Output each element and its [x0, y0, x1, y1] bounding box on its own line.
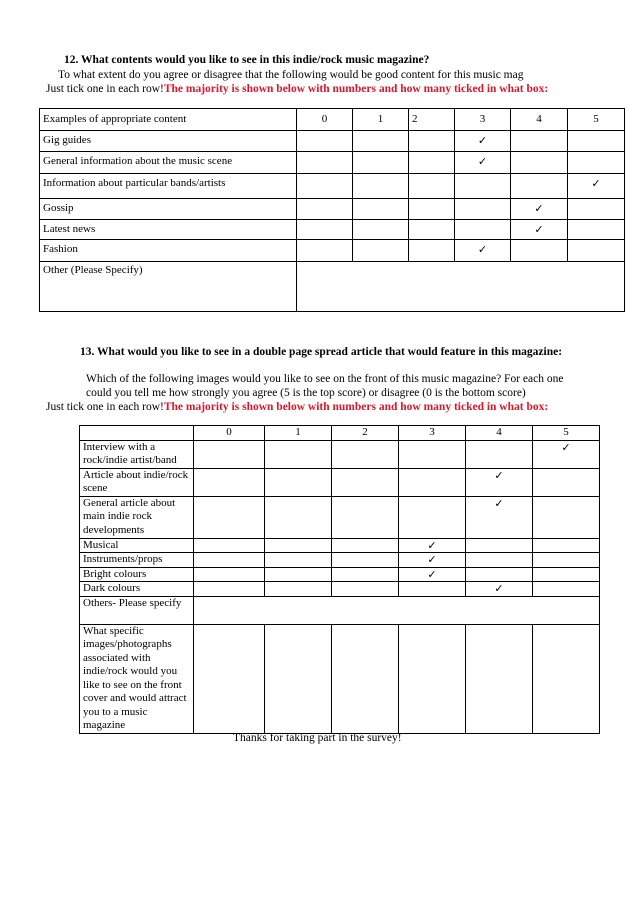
- q12-row: [40, 199, 625, 220]
- q13-score-cell-2[interactable]: [332, 538, 399, 553]
- q13-row: [80, 468, 600, 496]
- q13-what-images-cell-1[interactable]: [265, 624, 332, 733]
- q13-what-images-cell-4[interactable]: [466, 624, 533, 733]
- q12-tick-icon: ✓: [477, 134, 488, 147]
- q12-row-label: General information about the music scene: [40, 152, 297, 174]
- q12-score-cell-2[interactable]: [409, 199, 455, 220]
- q13-row-label: Instruments/props: [80, 553, 194, 568]
- q13-score-cell-3[interactable]: [399, 496, 466, 538]
- q13-score-cell-5[interactable]: [533, 553, 600, 568]
- q13-table-body: [80, 426, 600, 734]
- q13-score-cell-1[interactable]: [265, 440, 332, 468]
- q12-header-3: 3: [455, 109, 511, 131]
- q12-score-cell-3[interactable]: [455, 131, 511, 152]
- q13-row: [80, 496, 600, 538]
- q12-score-cell-5[interactable]: [568, 131, 625, 152]
- q13-score-cell-0[interactable]: [194, 496, 265, 538]
- q12-score-cell-2[interactable]: [409, 131, 455, 152]
- q12-score-cell-0[interactable]: [297, 220, 353, 240]
- q12-score-cell-5[interactable]: [568, 174, 625, 199]
- q13-what-images-label: What specific images/photographs associated with indie/rock would you like to see on the front cover and would attract you to a music magazine: [80, 624, 194, 733]
- q13-score-cell-1[interactable]: [265, 582, 332, 597]
- q13-header-3: 3: [399, 426, 466, 441]
- q13-score-cell-2[interactable]: [332, 468, 399, 496]
- q13-tick-icon: ✓: [427, 553, 437, 566]
- q12-tick-note: [46, 82, 548, 96]
- q13-what-images-cell-2[interactable]: [332, 624, 399, 733]
- q13-what-images-row: [80, 624, 600, 733]
- q12-score-cell-3[interactable]: [455, 199, 511, 220]
- q12-row: [40, 152, 625, 174]
- q13-header-0: 0: [194, 426, 265, 441]
- q13-row-label: Bright colours: [80, 567, 194, 582]
- q13-score-cell-2[interactable]: [332, 582, 399, 597]
- q13-score-cell-0[interactable]: [194, 440, 265, 468]
- q13-instruction-line2: could you tell me how strongly you agree (5 is the top score) or disagree (0 is the bottom score): [86, 387, 526, 399]
- q13-score-cell-5[interactable]: [533, 567, 600, 582]
- q12-row-label: Fashion: [40, 240, 297, 262]
- q12-score-cell-3[interactable]: [455, 174, 511, 199]
- q13-score-cell-4[interactable]: [466, 440, 533, 468]
- q13-row-label: Dark colours: [80, 582, 194, 597]
- q13-score-cell-5[interactable]: [533, 468, 600, 496]
- q13-score-cell-4[interactable]: [466, 496, 533, 538]
- q13-tick-icon: ✓: [427, 567, 437, 581]
- q13-tick-icon: ✓: [494, 468, 504, 482]
- q13-score-cell-5[interactable]: [533, 440, 600, 468]
- q12-header-4: 4: [511, 109, 568, 131]
- q13-score-cell-0[interactable]: [194, 468, 265, 496]
- q13-score-cell-1[interactable]: [265, 538, 332, 553]
- q12-score-cell-4[interactable]: [511, 174, 568, 199]
- q12-row: [40, 220, 625, 240]
- q12-score-cell-0[interactable]: [297, 174, 353, 199]
- q13-header-5: 5: [533, 426, 600, 441]
- q13-row: [80, 553, 600, 568]
- q13-row-label: Musical: [80, 538, 194, 553]
- q13-title: 13. What would you like to see in a double page spread article that would feature in this magazine:: [80, 346, 563, 358]
- q12-score-cell-1[interactable]: [353, 174, 409, 199]
- q12-row-label: Gig guides: [40, 131, 297, 152]
- q12-score-cell-3[interactable]: [455, 240, 511, 262]
- q13-header-row: [80, 426, 600, 441]
- q13-tick-note: [46, 400, 548, 414]
- q12-score-cell-1[interactable]: [353, 131, 409, 152]
- q13-header-4: 4: [466, 426, 533, 441]
- q12-score-cell-4[interactable]: [511, 240, 568, 262]
- q12-tick-icon: ✓: [591, 177, 601, 190]
- q12-score-cell-4[interactable]: [511, 131, 568, 152]
- q13-score-cell-3[interactable]: [399, 553, 466, 568]
- q12-row-label: Information about particular bands/artists: [40, 174, 297, 199]
- q13-score-cell-1[interactable]: [265, 553, 332, 568]
- q13-score-cell-3[interactable]: [399, 538, 466, 553]
- q12-score-cell-0[interactable]: [297, 199, 353, 220]
- q12-score-cell-1[interactable]: [353, 152, 409, 174]
- q13-score-cell-1[interactable]: [265, 496, 332, 538]
- q12-tick-note-prefix: Just tick one in each row!: [46, 83, 164, 95]
- q13-score-cell-0[interactable]: [194, 567, 265, 582]
- q12-score-cell-4[interactable]: [511, 152, 568, 174]
- q12-score-cell-2[interactable]: [409, 174, 455, 199]
- q13-instruction-line1: Which of the following images would you like to see on the front of this music magazine? For each one: [86, 373, 564, 385]
- q13-row: [80, 440, 600, 468]
- q13-score-cell-5[interactable]: [533, 582, 600, 597]
- q13-others-row: [80, 596, 600, 624]
- q12-other-label: Other (Please Specify): [40, 262, 297, 312]
- thanks-message: Thanks for taking part in the survey!: [233, 732, 402, 744]
- q13-score-cell-2[interactable]: [332, 440, 399, 468]
- q12-score-cell-4[interactable]: [511, 220, 568, 240]
- q12-score-cell-1[interactable]: [353, 220, 409, 240]
- q12-score-cell-4[interactable]: [511, 199, 568, 220]
- q13-tick-icon: ✓: [494, 496, 504, 510]
- q12-instruction: To what extent do you agree or disagree that the following would be good content for this music mag: [58, 69, 524, 81]
- q13-row-label: Article about indie/rock scene: [80, 468, 194, 496]
- q13-score-cell-2[interactable]: [332, 496, 399, 538]
- q12-tick-icon: ✓: [477, 243, 488, 256]
- q13-row-label: General article about main indie rock developments: [80, 496, 194, 538]
- q12-title: 12. What contents would you like to see in this indie/rock music magazine?: [64, 54, 430, 66]
- q13-score-cell-3[interactable]: [399, 582, 466, 597]
- q12-row: [40, 174, 625, 199]
- q12-table: [39, 108, 625, 312]
- q12-score-cell-2[interactable]: [409, 240, 455, 262]
- q12-header-0: 0: [297, 109, 353, 131]
- q12-header-2: 2: [409, 109, 455, 131]
- q13-header-2: 2: [332, 426, 399, 441]
- q12-score-cell-0[interactable]: [297, 240, 353, 262]
- q12-table-body: [40, 109, 625, 312]
- q13-row: [80, 567, 600, 582]
- q13-score-cell-4[interactable]: [466, 538, 533, 553]
- q12-header-label: Examples of appropriate content: [40, 109, 297, 131]
- q12-row: [40, 131, 625, 152]
- q12-score-cell-3[interactable]: [455, 220, 511, 240]
- q12-score-cell-2[interactable]: [409, 152, 455, 174]
- q13-header-label: [80, 426, 194, 441]
- q13-what-images-cell-0[interactable]: [194, 624, 265, 733]
- q12-other-input[interactable]: [297, 262, 625, 312]
- q12-header-row: [40, 109, 625, 131]
- q13-table: [79, 425, 600, 734]
- q13-score-cell-3[interactable]: [399, 440, 466, 468]
- q13-what-images-cell-5[interactable]: [533, 624, 600, 733]
- q13-row: [80, 538, 600, 553]
- q12-score-cell-0[interactable]: [297, 152, 353, 174]
- q13-row: [80, 582, 600, 597]
- q13-score-cell-5[interactable]: [533, 538, 600, 553]
- q13-others-label: Others- Please specify: [80, 596, 194, 624]
- q13-tick-note-prefix: Just tick one in each row!: [46, 401, 164, 413]
- q13-score-cell-1[interactable]: [265, 567, 332, 582]
- q13-score-cell-1[interactable]: [265, 468, 332, 496]
- q12-tick-icon: ✓: [477, 155, 488, 168]
- q13-score-cell-5[interactable]: [533, 496, 600, 538]
- q12-score-cell-3[interactable]: [455, 152, 511, 174]
- q13-others-input[interactable]: [194, 596, 600, 624]
- q13-what-images-cell-3[interactable]: [399, 624, 466, 733]
- q12-row: [40, 240, 625, 262]
- q13-score-cell-4[interactable]: [466, 567, 533, 582]
- q12-row-label: Latest news: [40, 220, 297, 240]
- q13-score-cell-4[interactable]: [466, 468, 533, 496]
- q13-row-label: Interview with a rock/indie artist/band: [80, 440, 194, 468]
- q12-score-cell-5[interactable]: [568, 199, 625, 220]
- q13-score-cell-0[interactable]: [194, 538, 265, 553]
- q12-majority-note: The majority is shown below with numbers and how many ticked in what box:: [163, 83, 549, 95]
- q12-tick-icon: ✓: [534, 202, 544, 215]
- q13-tick-icon: ✓: [494, 582, 504, 595]
- q13-score-cell-2[interactable]: [332, 567, 399, 582]
- q13-majority-note: The majority is shown below with numbers and how many ticked in what box:: [163, 401, 549, 413]
- q12-tick-icon: ✓: [534, 223, 544, 236]
- q13-score-cell-3[interactable]: [399, 468, 466, 496]
- q12-score-cell-0[interactable]: [297, 131, 353, 152]
- q12-score-cell-1[interactable]: [353, 240, 409, 262]
- q12-score-cell-2[interactable]: [409, 220, 455, 240]
- q13-score-cell-4[interactable]: [466, 582, 533, 597]
- q13-score-cell-3[interactable]: [399, 567, 466, 582]
- q12-header-5: 5: [568, 109, 625, 131]
- q12-score-cell-5[interactable]: [568, 240, 625, 262]
- q13-score-cell-4[interactable]: [466, 553, 533, 568]
- q13-header-1: 1: [265, 426, 332, 441]
- q12-row-label: Gossip: [40, 199, 297, 220]
- q13-tick-icon: ✓: [427, 538, 437, 552]
- q12-score-cell-5[interactable]: [568, 152, 625, 174]
- q12-other-row: [40, 262, 625, 312]
- q12-score-cell-5[interactable]: [568, 220, 625, 240]
- q13-tick-icon: ✓: [561, 440, 571, 454]
- q12-score-cell-1[interactable]: [353, 199, 409, 220]
- q13-score-cell-0[interactable]: [194, 553, 265, 568]
- q13-score-cell-2[interactable]: [332, 553, 399, 568]
- q12-header-1: 1: [353, 109, 409, 131]
- q13-score-cell-0[interactable]: [194, 582, 265, 597]
